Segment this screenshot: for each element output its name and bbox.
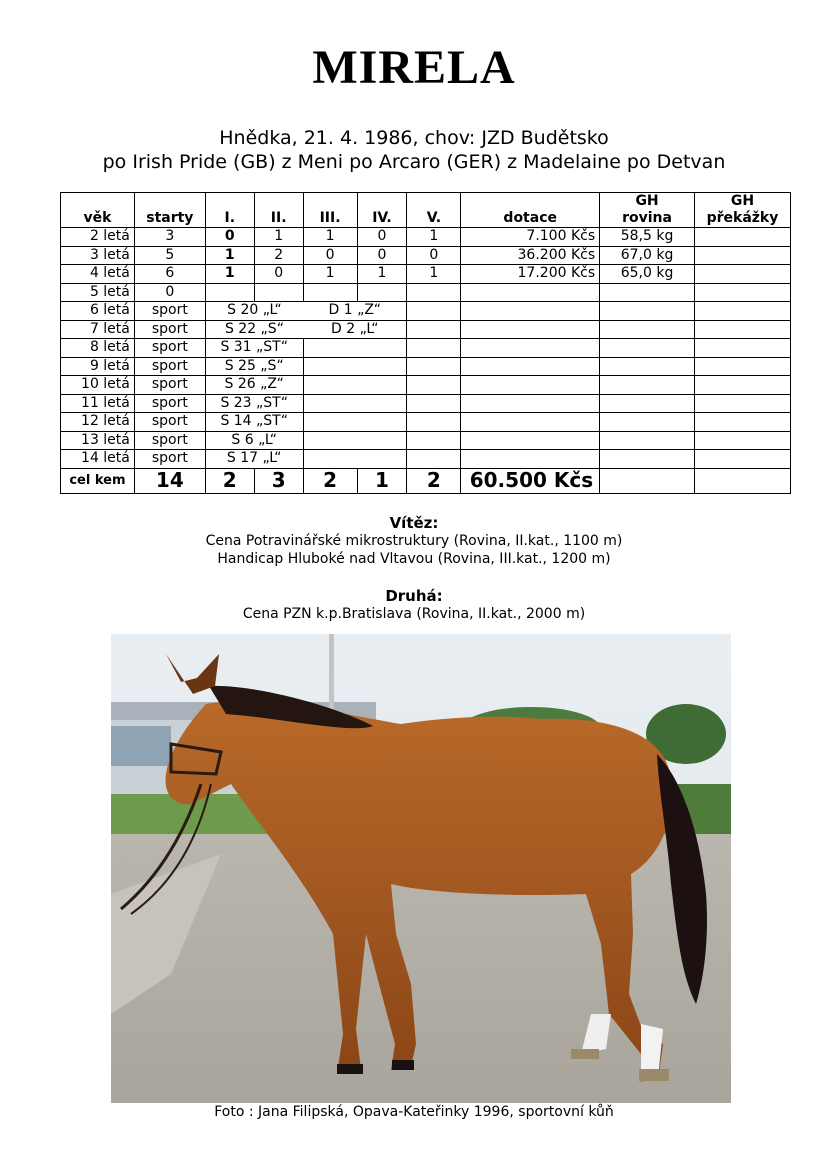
photo-caption: Foto : Jana Filipská, Opava-Kateřinky 1996, sportovní kůň [214,1104,614,1120]
second-place-race-1: Cena PZN k.p.Bratislava (Rovina, II.kat., 2000 m) [242,606,586,622]
table-row: 8 letá sport S 31 „ST“ [61,339,791,358]
table-row: 5 letá 0 [61,283,791,302]
table-row: 11 letá sport S 23 „ST“ [61,394,791,413]
horse-pedigree-line: po Irish Pride (GB) z Meni po Arcaro (GER) z Madelaine po Detvan [102,151,726,173]
total-place-1: 2 [205,468,254,493]
header-place-5: V. [407,193,461,228]
header-prize-money: dotace [461,193,600,228]
table-row: 3 letá 5 1 2 0 0 0 36.200 Kčs 67,0 kg [61,246,791,265]
total-place-2: 3 [254,468,303,493]
total-starts: 14 [134,468,205,493]
racing-record-table [60,192,791,494]
table-row: 9 letá sport S 25 „S“ [61,357,791,376]
header-place-3: III. [303,193,357,228]
table-row: 6 letá sport S 20 „L“ D 1 „Z“ [61,302,791,321]
header-age: věk [61,193,135,228]
horse-name-title: MIRELA [312,41,516,94]
total-place-4: 1 [357,468,407,493]
winner-race-2: Handicap Hluboké nad Vltavou (Rovina, III.kat., 1200 m) [217,551,611,567]
horse-photo [111,634,731,1103]
table-row: 14 letá sport S 17 „L“ [61,450,791,469]
header-place-2: II. [254,193,303,228]
table-row: 12 letá sport S 14 „ST“ [61,413,791,432]
total-label: cel kem [61,468,135,493]
table-row: 2 letá 3 0 1 1 0 1 7.100 Kčs 58,5 kg [61,228,791,247]
total-place-5: 2 [407,468,461,493]
header-place-1: I. [205,193,254,228]
header-place-4: IV. [357,193,407,228]
header-gh-hurdles: GH překážky [694,193,790,228]
table-header-row [61,193,791,228]
total-prize-money: 60.500 Kčs [461,468,600,493]
second-place-heading: Druhá: [385,587,443,605]
table-row: 4 letá 6 1 0 1 1 1 17.200 Kčs 65,0 kg [61,265,791,284]
horse-origin-line: Hnědka, 21. 4. 1986, chov: JZD Budětsko [219,127,609,149]
table-row: 7 letá sport S 22 „S“ D 2 „L“ [61,320,791,339]
header-gh-flat: GH rovina [600,193,695,228]
header-starts: starty [134,193,205,228]
table-row: 10 letá sport S 26 „Z“ [61,376,791,395]
table-total-row [61,468,791,493]
total-place-3: 2 [303,468,357,493]
winner-heading: Vítěz: [389,514,439,532]
winner-race-1: Cena Potravinářské mikrostruktury (Rovina, II.kat., 1100 m) [205,533,623,549]
table-row: 13 letá sport S 6 „L“ [61,431,791,450]
